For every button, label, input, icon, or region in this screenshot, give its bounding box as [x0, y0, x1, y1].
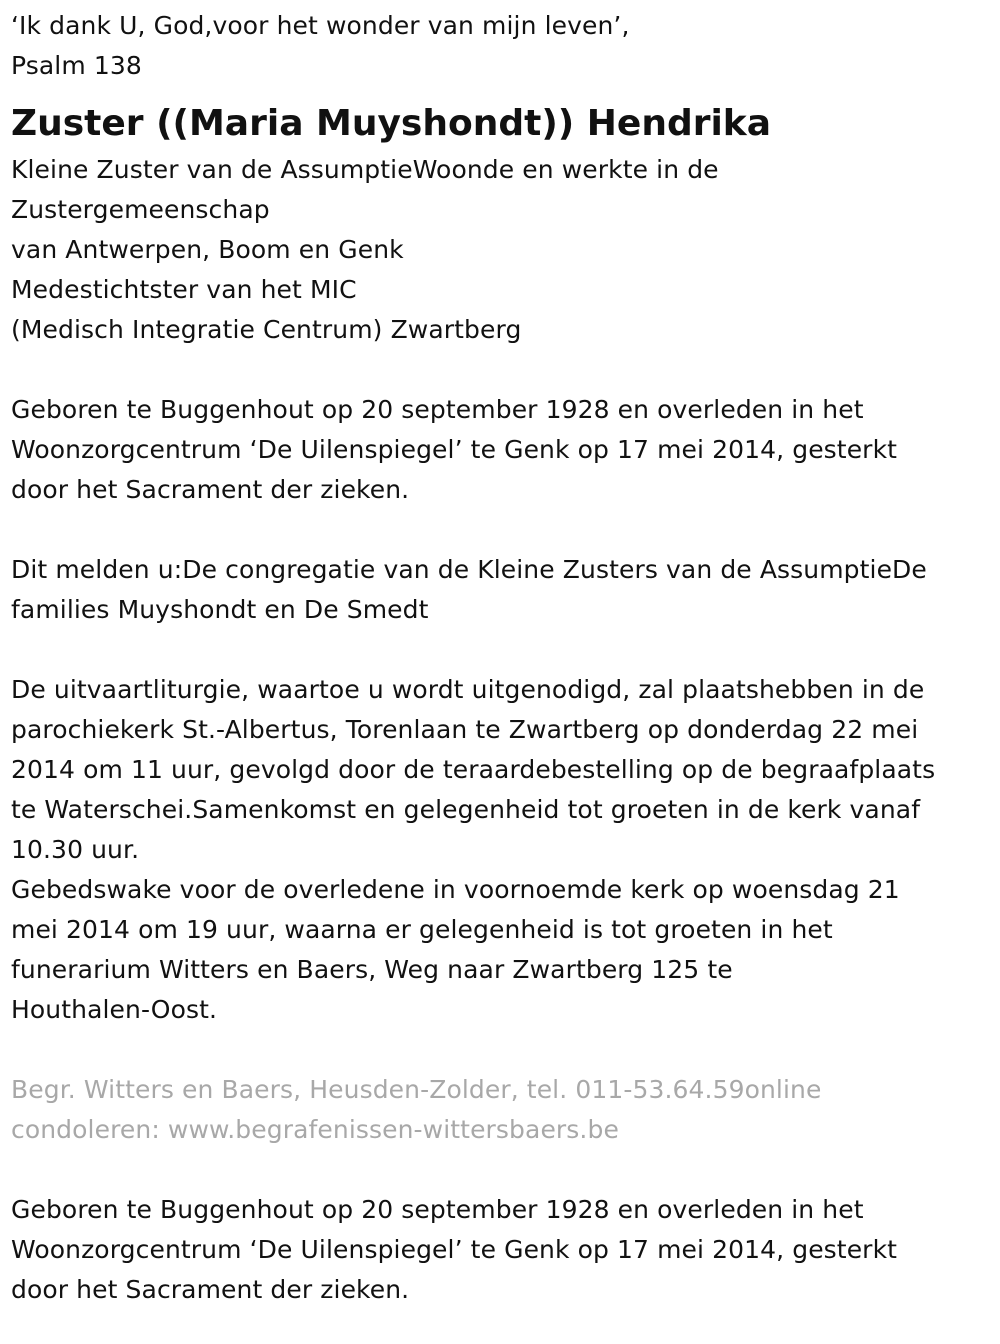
- funeral-line: Houthalen-Oost.: [11, 995, 218, 1024]
- quote-source: Psalm 138: [11, 51, 142, 80]
- birth-death-block: [11, 390, 986, 510]
- description-line: Medestichtster van het MIC: [11, 275, 357, 304]
- quote-block: [11, 6, 986, 86]
- announcers-line: Dit melden u:De congregatie van de Kleine Zusters van de AssumptieDe: [11, 555, 927, 584]
- spacer: [11, 630, 986, 670]
- description-line: van Antwerpen, Boom en Genk: [11, 235, 404, 264]
- spacer: [11, 1150, 986, 1190]
- birth-death-line: Geboren te Buggenhout op 20 september 1928 en overleden in het: [11, 395, 864, 424]
- funeral-line: Gebedswake voor de overledene in voornoemde kerk op woensdag 21: [11, 875, 900, 904]
- spacer: [11, 510, 986, 550]
- undertaker-line: Begr. Witters en Baers, Heusden-Zolder, tel. 011-53.64.59online: [11, 1075, 822, 1104]
- funeral-line: mei 2014 om 19 uur, waarna er gelegenheid is tot groeten in het: [11, 915, 833, 944]
- quote-text: ‘Ik dank U, God,voor het wonder van mijn leven’,: [11, 11, 630, 40]
- deceased-name: Zuster ((Maria Muyshondt)) Hendrika: [11, 103, 772, 144]
- birth-death-line: door het Sacrament der zieken.: [11, 1275, 410, 1304]
- description-line: (Medisch Integratie Centrum) Zwartberg: [11, 315, 522, 344]
- birth-death-line: Woonzorgcentrum ‘De Uilenspiegel’ te Genk op 17 mei 2014, gesterkt: [11, 435, 898, 464]
- birth-death-line: door het Sacrament der zieken.: [11, 475, 410, 504]
- birth-death-repeat-block: [11, 1190, 986, 1310]
- birth-death-line: Geboren te Buggenhout op 20 september 1928 en overleden in het: [11, 1195, 864, 1224]
- spacer: [11, 350, 986, 390]
- undertaker-line: condoleren: www.begrafenissen-wittersbaers.be: [11, 1115, 619, 1144]
- announcers-block: [11, 550, 986, 630]
- funeral-line: 2014 om 11 uur, gevolgd door de teraardebestelling op de begraafplaats: [11, 755, 936, 784]
- obituary-notice: [11, 6, 986, 1310]
- funeral-line: 10.30 uur.: [11, 835, 140, 864]
- birth-death-line: Woonzorgcentrum ‘De Uilenspiegel’ te Genk op 17 mei 2014, gesterkt: [11, 1235, 898, 1264]
- funeral-line: funerarium Witters en Baers, Weg naar Zwartberg 125 te: [11, 955, 733, 984]
- announcers-line: families Muyshondt en De Smedt: [11, 595, 429, 624]
- funeral-line: te Waterschei.Samenkomst en gelegenheid tot groeten in de kerk vanaf: [11, 795, 921, 824]
- undertaker-block: [11, 1070, 986, 1150]
- funeral-block: [11, 670, 986, 1030]
- description-line: Zustergemeenschap: [11, 195, 270, 224]
- funeral-line: parochiekerk St.-Albertus, Torenlaan te Zwartberg op donderdag 22 mei: [11, 715, 919, 744]
- description-block: [11, 150, 986, 350]
- funeral-line: De uitvaartliturgie, waartoe u wordt uitgenodigd, zal plaatshebben in de: [11, 675, 925, 704]
- spacer: [11, 1030, 986, 1070]
- description-line: Kleine Zuster van de AssumptieWoonde en werkte in de: [11, 155, 719, 184]
